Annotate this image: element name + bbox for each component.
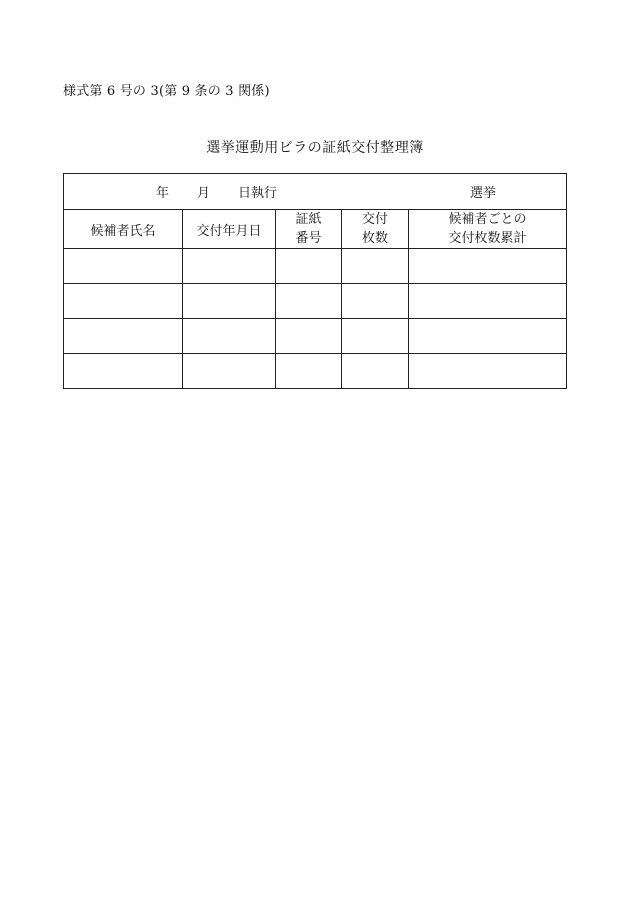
election-date-row [64,174,567,210]
cumulative-count-cell [409,319,567,354]
table-row [64,249,567,284]
stamp-number-cell [276,354,342,389]
header-cumulative-count [409,210,567,249]
table-row [64,284,567,319]
stamp-number-cell [276,284,342,319]
header-issue-count-line1: 交付 [361,212,388,227]
election-label: 選挙 [470,186,497,201]
document-title: 選挙運動用ビラの証紙交付整理簿 [206,140,424,156]
header-row [64,210,567,249]
cumulative-count-cell [409,249,567,284]
issue-count-cell [342,249,409,284]
issue-date-cell [183,284,276,319]
header-cumulative-line1: 候補者ごとの [448,212,527,227]
issue-date-cell [183,354,276,389]
header-candidate-name: 候補者氏名 [64,210,183,249]
year-label: 年 [156,186,170,201]
issue-date-cell [183,319,276,354]
header-issue-count-line2: 枚数 [361,231,388,246]
header-stamp-number [276,210,342,249]
header-stamp-number-line2: 番号 [295,231,322,246]
issue-date-cell [183,249,276,284]
candidate-name-cell [64,354,183,389]
candidate-name-cell [64,319,183,354]
issue-count-cell [342,354,409,389]
table-row [64,354,567,389]
header-cumulative-line2: 交付枚数累計 [448,231,527,246]
stamp-number-cell [276,319,342,354]
stamp-number-cell [276,249,342,284]
cumulative-count-cell [409,284,567,319]
candidate-name-cell [64,249,183,284]
form-number-label: 様式第 6 号の 3(第 9 条の 3 関係) [63,84,270,99]
header-issue-date: 交付年月日 [183,210,276,249]
table-row [64,319,567,354]
election-date-cell [64,174,567,210]
day-executed-label: 日執行 [238,186,278,201]
candidate-name-cell [64,284,183,319]
issue-count-cell [342,284,409,319]
month-label: 月 [197,186,211,201]
stamp-issuance-register-table [63,173,567,389]
cumulative-count-cell [409,354,567,389]
header-stamp-number-line1: 証紙 [295,212,322,227]
issue-count-cell [342,319,409,354]
header-issue-count [342,210,409,249]
